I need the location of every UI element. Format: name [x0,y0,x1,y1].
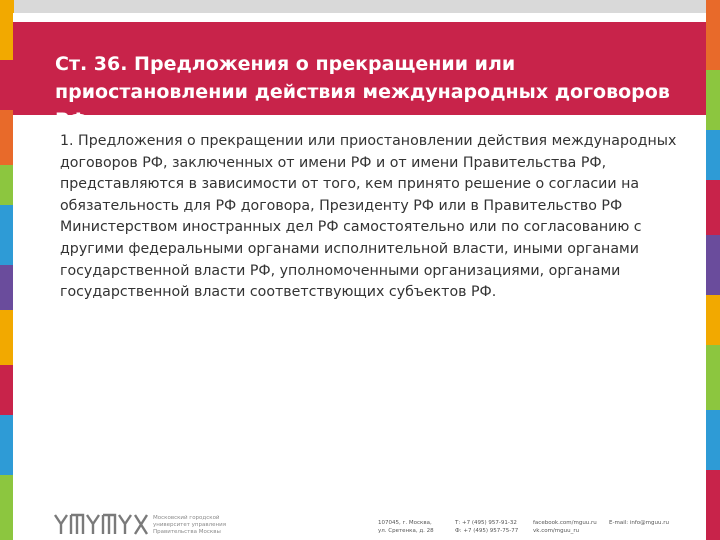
footer [13,499,706,540]
slide [13,13,706,540]
title-bar [13,22,706,131]
slide-body-text: 1. Предложения о прекращении или приостановлении действия международных договоров РФ, заключенных от имени РФ и от имени Правительства РФ, представляются в зависимости от того, кем принято решение о согласии на обязательность для РФ договора, Президенту РФ или в Правительство РФ Министерством иностранных дел РФ самостоятельно или по согласованию с другими федеральными органами исполнительной власти, иными органами государственной власти РФ, уполномоченными организациями, органами государственной власти соответствующих субъектов РФ. [60,133,677,301]
footer-email: E-mail: info@mguu.ru [609,520,669,526]
university-logo [53,513,149,535]
logo-caption: Московский городской университет управления Правительства Москвы [153,515,227,535]
slide-title: Ст. 36. Предложения о прекращении или приостановлении действия международных договоров РФ [55,53,670,131]
left-decor-strip [0,0,14,540]
right-decor-strip [706,0,720,540]
footer-social: facebook.com/mguu.ru vk.com/mguu_ru [533,520,597,534]
footer-phones: Т: +7 (495) 957-91-32 Ф: +7 (495) 957-75-77 [455,520,519,534]
footer-address: 107045, г. Москва, ул. Сретенка, д. 28 [378,520,434,534]
